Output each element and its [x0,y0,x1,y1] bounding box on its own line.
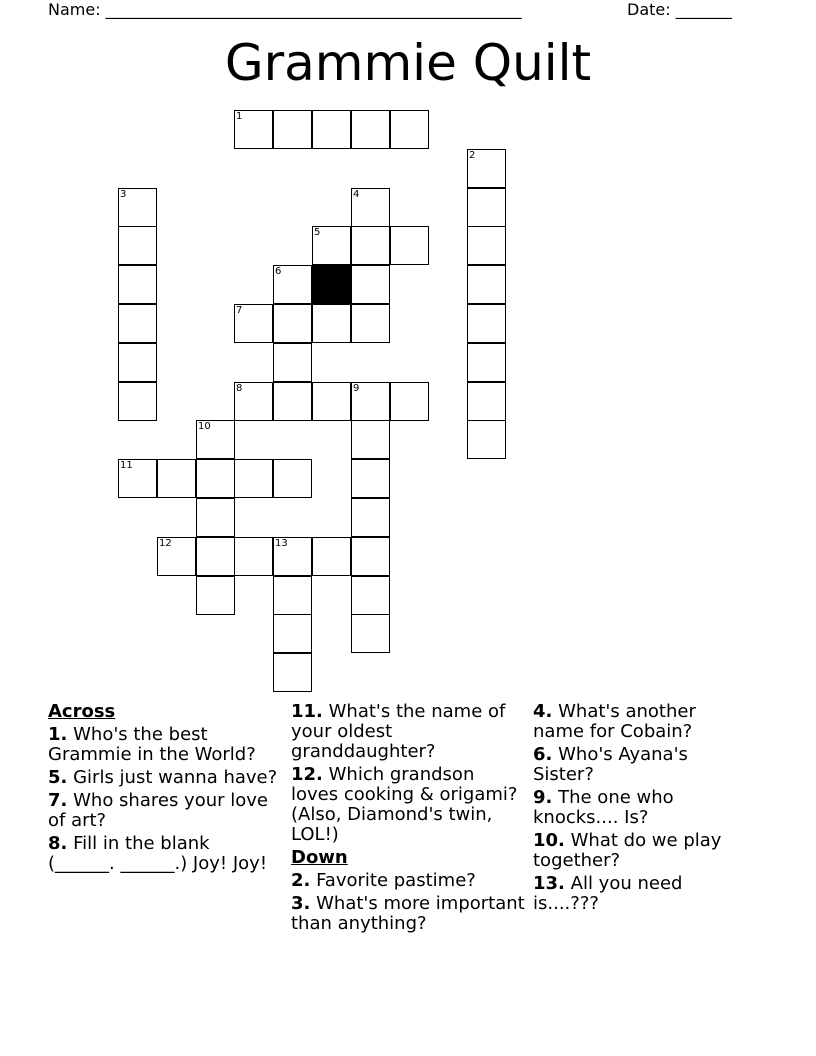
date-field: Date: _______ [627,0,732,19]
clue-down-2: 2. Favorite pastime? [291,870,476,891]
grid-cell[interactable] [157,459,196,498]
grid-cell[interactable] [273,304,312,343]
grid-cell[interactable] [312,537,351,576]
grid-cell[interactable] [273,653,312,692]
grid-cell[interactable] [351,537,390,576]
clue-number: 5 [314,227,321,238]
clue-number: 12 [159,538,172,549]
clue-number: 6 [275,266,282,277]
clue-number: 9 [353,383,360,394]
clue-down-9: 9. The one who knocks.... Is? [533,787,674,828]
clue-number: 2 [469,150,476,161]
grid-cell[interactable] [351,304,390,343]
clue-across-5: 5. Girls just wanna have? [48,767,278,788]
grid-cell[interactable] [351,498,390,537]
clue-number: 3 [120,189,127,200]
clue-across-8: 8. Fill in the blank (______. ______.) Joy! Joy! [48,833,268,874]
black-cell [312,265,351,304]
grid-cell[interactable] [196,498,235,537]
grid-cell[interactable] [312,304,351,343]
clue-down-3: 3. What's more important than anything? [291,893,525,934]
grid-cell[interactable] [312,226,351,265]
grid-cell[interactable] [273,110,312,149]
grid-cell[interactable] [118,304,157,343]
grid-cell[interactable] [234,459,273,498]
grid-cell[interactable] [351,226,390,265]
down-heading: Down [291,847,348,868]
clue-number: 13 [275,538,288,549]
grid-cell[interactable] [118,459,157,498]
grid-cell[interactable] [312,110,351,149]
grid-cell[interactable] [273,265,312,304]
clue-column-1 [48,702,280,877]
grid-cell[interactable] [118,265,157,304]
grid-cell[interactable] [351,110,390,149]
clue-column-2 [291,702,527,937]
grid-cell[interactable] [467,265,506,304]
grid-cell[interactable] [234,110,273,149]
clue-number: 10 [198,421,211,432]
clue-across-1: 1. Who's the best Grammie in the World? [48,724,256,765]
clue-number: 1 [236,111,243,122]
grid-cell[interactable] [351,382,390,421]
clue-number: 7 [236,305,243,316]
grid-cell[interactable] [467,304,506,343]
grid-cell[interactable] [351,576,390,615]
clue-number: 4 [353,189,360,200]
grid-cell[interactable] [234,537,273,576]
clue-column-3 [533,702,743,917]
grid-cell[interactable] [390,110,429,149]
page-title: Grammie Quilt [224,34,592,92]
grid-cell[interactable] [234,382,273,421]
clue-down-10: 10. What do we play together? [533,830,722,871]
grid-cell[interactable] [312,382,351,421]
grid-cell[interactable] [467,382,506,421]
grid-cell[interactable] [273,343,312,382]
across-heading: Across [48,701,116,722]
grid-cell[interactable] [467,188,506,227]
grid-cell[interactable] [196,576,235,615]
grid-cell[interactable] [467,149,506,188]
grid-cell[interactable] [234,304,273,343]
name-field: Name: ____________________________________________________ [48,0,522,19]
grid-cell[interactable] [467,343,506,382]
clue-across-11: 11. What's the name of your oldest granddaughter? [291,701,506,762]
grid-cell[interactable] [467,420,506,459]
grid-cell[interactable] [351,188,390,227]
grid-cell[interactable] [273,459,312,498]
grid-cell[interactable] [351,265,390,304]
clue-number: 8 [236,383,243,394]
grid-cell[interactable] [118,382,157,421]
grid-cell[interactable] [273,576,312,615]
grid-cell[interactable] [467,226,506,265]
grid-cell[interactable] [390,226,429,265]
grid-cell[interactable] [273,537,312,576]
grid-cell[interactable] [273,382,312,421]
clue-down-6: 6. Who's Ayana's Sister? [533,744,688,785]
grid-cell[interactable] [390,382,429,421]
clue-across-12: 12. Which grandson loves cooking & origami? (Also, Diamond's twin, LOL!) [291,764,518,845]
grid-cell[interactable] [118,188,157,227]
grid-cell[interactable] [118,226,157,265]
clue-number: 11 [120,460,133,471]
grid-cell[interactable] [351,614,390,653]
clue-down-4: 4. What's another name for Cobain? [533,701,696,742]
grid-cell[interactable] [196,537,235,576]
grid-cell[interactable] [196,459,235,498]
clue-down-13: 13. All you need is....??? [533,873,683,914]
grid-cell[interactable] [273,614,312,653]
grid-cell[interactable] [351,459,390,498]
grid-cell[interactable] [196,420,235,459]
grid-cell[interactable] [157,537,196,576]
grid-cell[interactable] [118,343,157,382]
grid-cell[interactable] [351,420,390,459]
clue-across-7: 7. Who shares your love of art? [48,790,268,831]
